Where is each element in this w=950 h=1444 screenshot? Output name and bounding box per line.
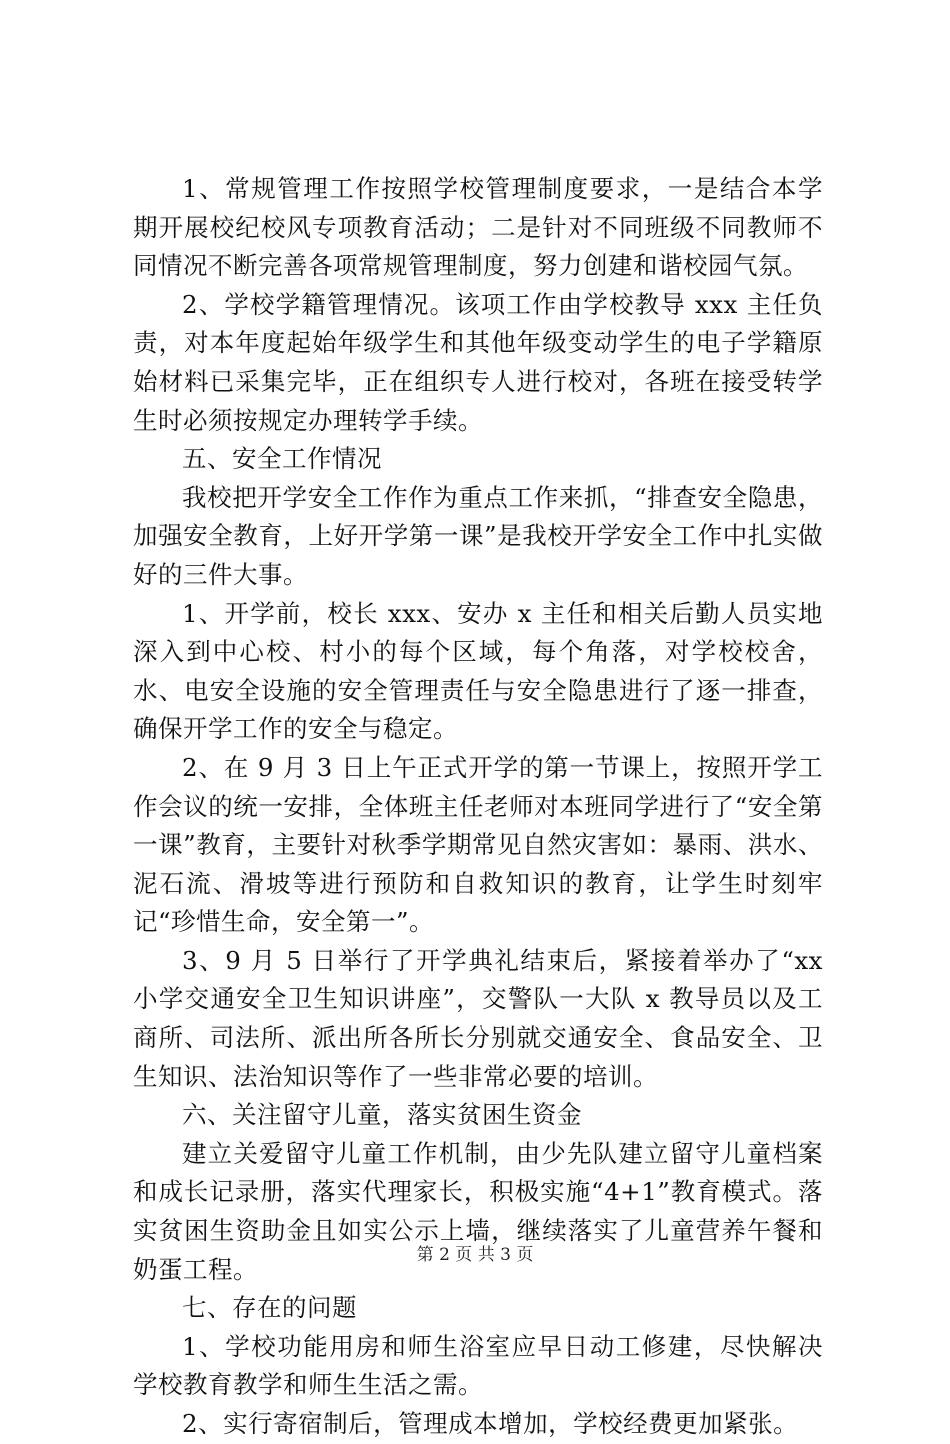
paragraph-student-registration: 2、学校学籍管理情况。该项工作由学校教导 xxx 主任负责，对本年度起始年级学生和其他年级变动学生的电子学籍原始材料已采集完毕，正在组织专人进行校对，各班在接受转学生时必须按规定办理转学手续。 <box>133 289 823 435</box>
paragraph-safety-inspection: 1、开学前，校长 xxx、安办 x 主任和相关后勤人员实地深入到中心校、村小的每个区域，每个角落，对学校校舍，水、电安全设施的安全管理责任与安全隐患进行了逐一排查，确保开学工作的安全与稳定。 <box>133 598 823 744</box>
paragraph-left-behind-children: 建立关爱留守儿童工作机制，由少先队建立留守儿童档案和成长记录册，落实代理家长，积极实施“4+1”教育模式。落实贫困生资助金且如实公示上墙，继续落实了儿童营养午餐和奶蛋工程。 <box>133 1138 823 1284</box>
paragraph-problem-funding: 2、实行寄宿制后，管理成本增加，学校经费更加紧张。 <box>182 1409 799 1438</box>
page-number-footer: 第 2 页 共 3 页 <box>416 1245 534 1265</box>
paragraph-problem-facilities: 1、学校功能用房和师生浴室应早日动工修建，尽快解决学校教育教学和师生生活之需。 <box>133 1331 823 1400</box>
section-heading-problems: 七、存在的问题 <box>182 1293 357 1323</box>
section-heading-safety: 五、安全工作情况 <box>182 444 382 474</box>
section-heading-left-behind-children: 六、关注留守儿童，落实贫困生资金 <box>182 1100 582 1130</box>
paragraph-routine-management: 1、常规管理工作按照学校管理制度要求，一是结合本学期开展校纪校风专项教育活动；二是针对不同班级不同教师不同情况不断完善各项常规管理制度，努力创建和谐校园气氛。 <box>133 174 823 281</box>
paragraph-opening-ceremony: 3、9 月 5 日举行了开学典礼结束后，紧接着举办了“xx 小学交通安全卫生知识讲座”，交警队一大队 x 教导员以及工商所、司法所、派出所各所长分别就交通安全、食品安全、卫生知识、法治知识等作了一些非常必要的培训。 <box>133 945 823 1091</box>
paragraph-safety-intro: 我校把开学安全工作作为重点工作来抓，“排查安全隐患，加强安全教育，上好开学第一课”是我校开学安全工作中扎实做好的三件大事。 <box>133 482 823 589</box>
paragraph-first-lesson: 2、在 9 月 3 日上午正式开学的第一节课上，按照开学工作会议的统一安排，全体班主任老师对本班同学进行了“安全第一课”教育，主要针对秋季学期常见自然灾害如：暴雨、洪水、泥石流、滑坡等进行预防和自救知识的教育，让学生时刻牢记“珍惜生命，安全第一”。 <box>133 752 823 937</box>
